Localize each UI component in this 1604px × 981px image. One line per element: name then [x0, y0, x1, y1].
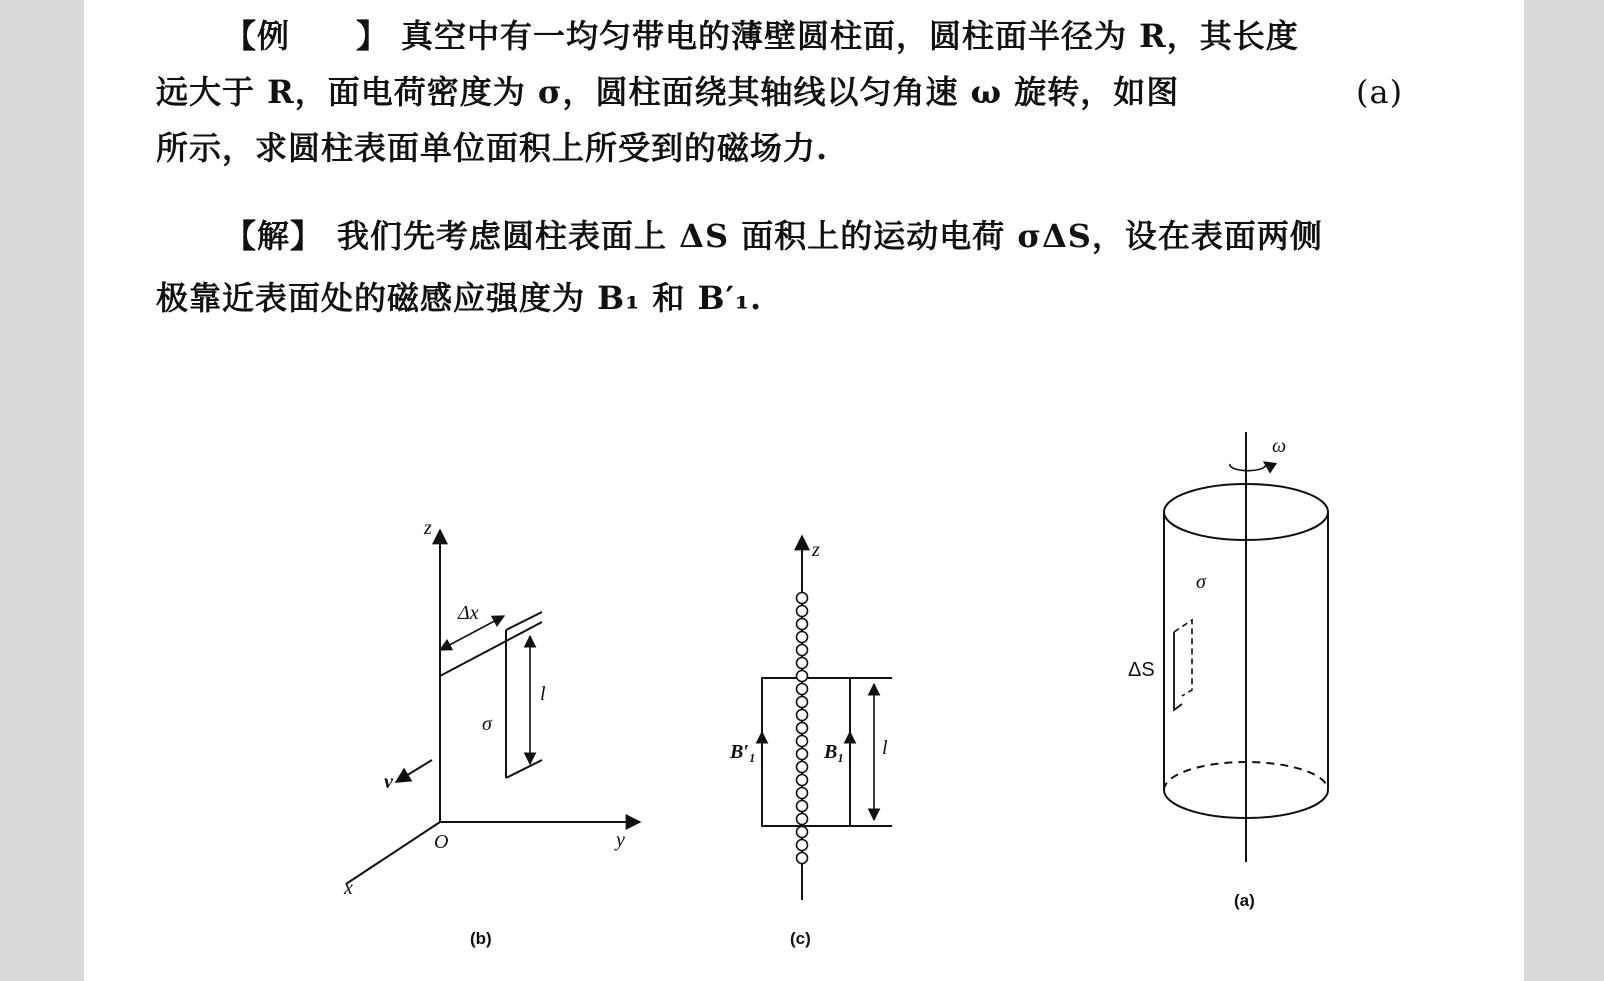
label-B-prime: B′₁ [730, 741, 756, 763]
solution-text-1: 我们先考虑圆柱表面上 ΔS 面积上的运动电荷 σΔS，设在表面两侧 [337, 217, 1323, 255]
strip-top-front [440, 622, 542, 676]
label-l-c: l [882, 737, 888, 759]
label-dS: ΔS [1128, 659, 1155, 681]
label-dx: Δx [458, 602, 479, 624]
label-B: B₁ [824, 741, 845, 763]
current-dots [797, 593, 808, 864]
label-v: v [384, 771, 393, 793]
label-x-b: x [344, 877, 353, 899]
caption-b: (b) [470, 929, 492, 948]
caption-c: (c) [790, 929, 811, 948]
problem-text-1: 真空中有一均匀带电的薄壁圆柱面，圆柱面半径为 R，其长度 [401, 17, 1299, 55]
figure-a [1164, 432, 1328, 862]
problem-text-2: 远大于 R，面电荷密度为 σ，圆柱面绕其轴线以匀角速 ω 旋转，如图 [156, 73, 1180, 111]
label-omega: ω [1272, 435, 1287, 457]
strip-top-right [506, 612, 542, 630]
figure-c [762, 536, 892, 900]
figure-b [346, 530, 640, 884]
solution-text-2: 极靠近表面处的磁感应强度为 B₁ 和 B′₁. [156, 279, 763, 317]
solution-tag: 【解】 [224, 217, 324, 255]
caption-a: (a) [1234, 891, 1255, 910]
v-arrow [396, 760, 432, 782]
strip-bottom [506, 760, 542, 778]
label-y-b: y [616, 829, 625, 851]
dS-patch-back [1174, 620, 1192, 696]
document-page [84, 0, 1524, 981]
label-sigma-b: σ [482, 713, 492, 735]
label-z-b: z [424, 517, 432, 539]
problem-text-3: 所示，求圆柱表面单位面积上所受到的磁场力. [156, 129, 829, 167]
figures [84, 0, 1524, 981]
omega-arrow [1230, 462, 1266, 471]
label-l-b: l [540, 683, 546, 705]
x-axis-b [346, 822, 440, 884]
label-z-c: z [812, 539, 820, 561]
dS-patch-front [1174, 632, 1182, 710]
label-sigma-a: σ [1196, 571, 1206, 593]
problem-tag: 【例 】 [224, 17, 390, 55]
label-origin: O [434, 831, 449, 853]
figure-reference: (a) [1356, 73, 1404, 111]
